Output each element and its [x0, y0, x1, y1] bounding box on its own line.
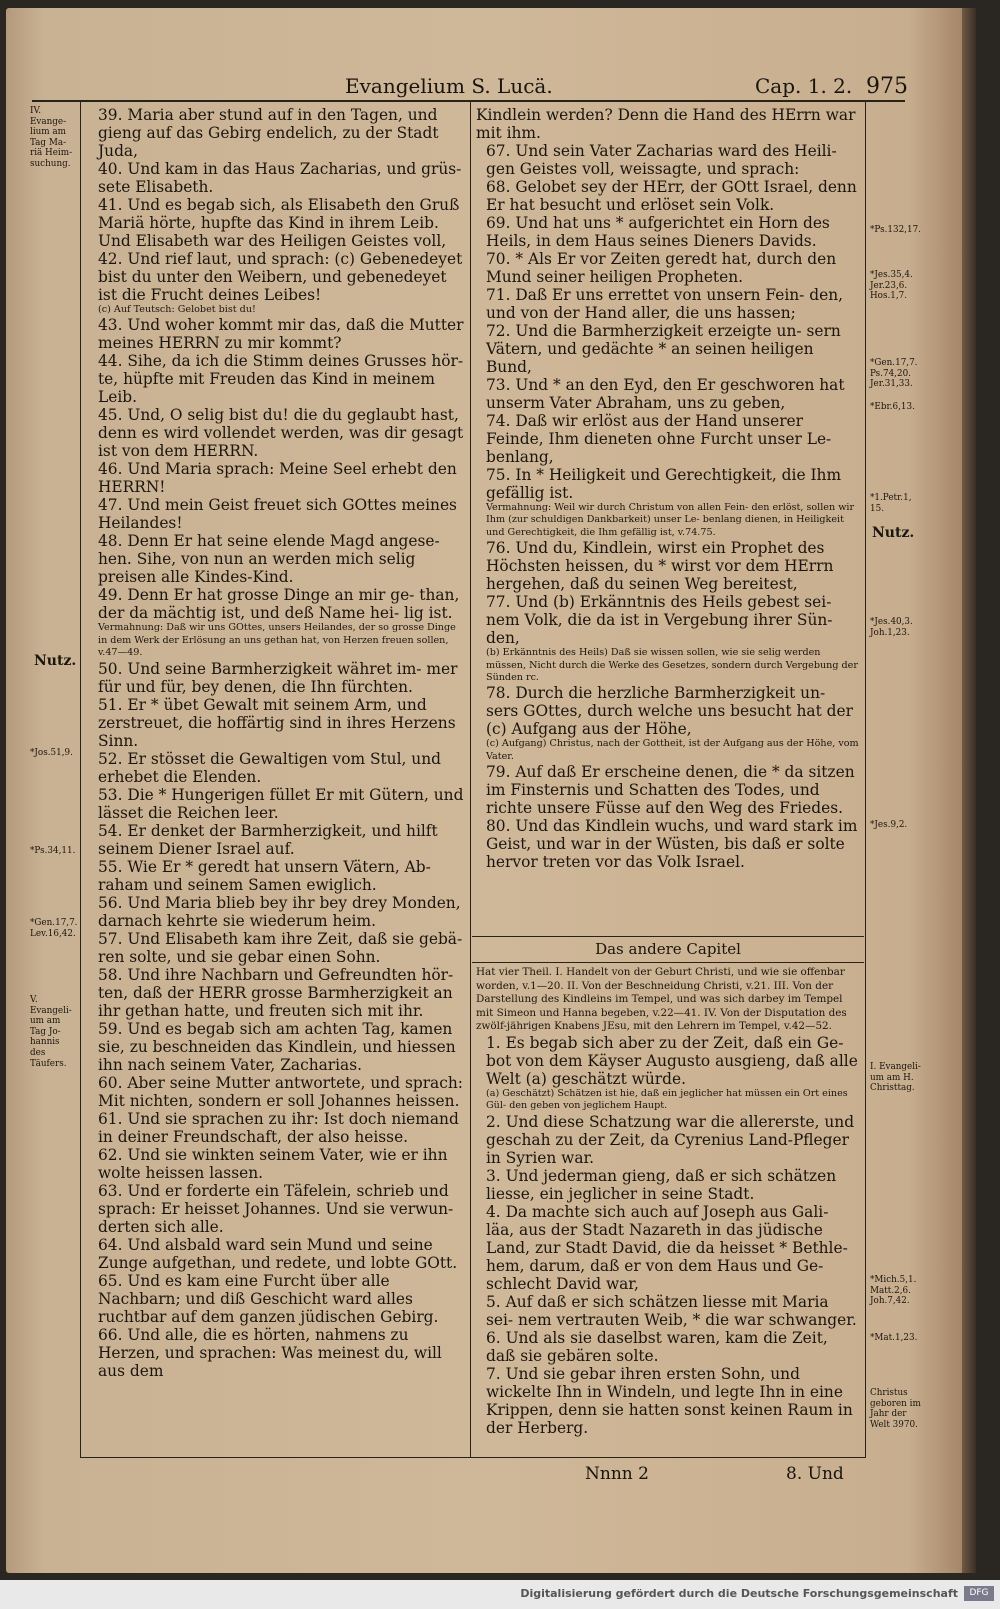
header-rule: [32, 100, 905, 102]
verse: 7. Und sie gebar ihren ersten Sohn, und wickelte Ihn in Windeln, und legte Ihn in eine Krippen, denn sie hatten sonst keinen Raum in der Herberg.: [486, 1364, 853, 1437]
verse: 4. Da machte sich auch auf Joseph aus Gali- läa, aus der Stadt Nazareth in das jüdische Land, zur Stadt David, die da heisset * Bethle- hem, darum, daß er von dem Haus und Ge- schlecht David war,: [486, 1202, 848, 1293]
verse: 5. Auf daß er sich schätzen liesse mit Maria sei- nem vertrauten Weib, * die war schwanger.: [486, 1292, 857, 1329]
footnote: (c) Auf Teutsch: Gelobet bist du!: [98, 304, 256, 315]
verse: 80. Und das Kindlein wuchs, und ward stark im Geist, und war in der Wüsten, bis daß er solte hervor treten vor das Volk Israel.: [486, 817, 858, 872]
verse: 62. Und sie winkten seinem Vater, wie er ihn wolte heissen lassen.: [98, 1145, 448, 1182]
margin-note: *Jes.9,2.: [870, 820, 908, 830]
verse: 59. Und es begab sich am achten Tag, kamen sie, zu beschneiden das Kindlein, und hiessen ihn nach seinem Vater, Zacharias.: [98, 1019, 456, 1074]
margin-note: *Ebr.6,13.: [870, 402, 915, 412]
footnote: (a) Geschätzt) Schätzen ist hie, daß ein jeglicher hat müssen ein Ort eines Gül- den geben von jeglichem Haupt.: [486, 1087, 848, 1112]
margin-note: Nutz.: [872, 525, 915, 541]
verse: 2. Und diese Schatzung war die allererste, und geschah zu der Zeit, da Cyrenius Land-Pfleger in Syrien war.: [486, 1112, 855, 1167]
verse: 42. Und rief laut, und sprach: (c) Gebenedeyet bist du unter den Weibern, und gebenedeyet ist die Frucht deines Leibes!: [98, 250, 463, 304]
verse: 72. Und die Barmherzigkeit erzeigte un- sern Vätern, und gedächte * an seinen heiligen Bund,: [486, 322, 841, 376]
verse: 3. Und jederman gieng, daß er sich schätzen liesse, ein jeglicher in seine Stadt.: [486, 1166, 837, 1203]
margin-note: *Ps.132,17.: [870, 225, 921, 235]
margin-note: V. Evangeli- um am Tag Jo- hannis des Täufers.: [30, 995, 72, 1069]
verse: 75. In * Heiligkeit und Gerechtigkeit, die Ihm gefällig ist.: [486, 466, 842, 502]
verse: 61. Und sie sprachen zu ihr: Ist doch niemand in deiner Freundschaft, der also heisse.: [98, 1109, 459, 1146]
column-divider: [470, 101, 471, 1457]
dfg-logo-icon: DFG: [964, 1586, 994, 1601]
margin-note: *1.Petr.1, 15.: [870, 493, 912, 514]
digitization-bar: [0, 1580, 1000, 1609]
verse: 55. Wie Er * geredt hat unsern Vätern, Ab- raham und seinem Samen ewiglich.: [98, 857, 431, 894]
verse: 77. Und (b) Erkänntnis des Heils gebest sei- nem Volk, die da ist in Vergebung ihrer Sün- den,: [486, 593, 833, 648]
margin-note: Christus geboren im Jahr der Welt 3970.: [870, 1388, 921, 1430]
exhortation: Vermahnung: Weil wir durch Christum von allen Fein- den erlöst, sollen wir Ihm (zur schuldigen Dankbarkeit) unser Le- benlang dienen, in Heiligkeit und Gerechtigkeit, die Ihm gefällig ist, v.74.75.: [486, 502, 855, 538]
signature-mark: Nnnn 2: [585, 1464, 649, 1484]
verse: 6. Und als sie daselbst waren, kam die Zeit, daß sie gebären solte.: [486, 1328, 828, 1365]
margin-note: *Gen.17,7. Ps.74,20. Jer.31,33.: [870, 358, 918, 390]
verse: 71. Daß Er uns errettet von unsern Fein- den, und von der Hand aller, die uns hassen;: [486, 286, 844, 322]
margin-note: *Gen.17,7. Lev.16,42.: [30, 918, 78, 939]
chapter-two-text: [476, 966, 860, 1437]
verse: 1. Es begab sich aber zu der Zeit, daß ein Ge- bot von dem Käyser Augusto ausgieng, daß alle Welt (a) geschätzt würde.: [486, 1033, 858, 1088]
chapter-rule: [472, 962, 864, 963]
catchword: 8. Und: [786, 1464, 844, 1484]
verse: Kindlein werden? Denn die Hand des HErrn war mit ihm.: [476, 106, 856, 142]
verse: 69. Und hat uns * aufgerichtet ein Horn des Heils, in dem Haus seines Dieners Davids.: [486, 214, 830, 250]
exhortation: Vermahnung: Daß wir uns GOttes, unsers Heilandes, der so grosse Dinge in dem Werk der Erlösung an uns gethan hat, von Herzen freuen sollen, v.47—49.: [98, 622, 456, 659]
verse: 68. Gelobet sey der HErr, der GOtt Israel, denn Er hat besucht und erlöset sein Volk.: [486, 178, 857, 214]
margin-note: *Jos.51,9.: [30, 748, 73, 758]
verse: 74. Daß wir erlöst aus der Hand unserer Feinde, Ihm dieneten ohne Furcht unser Le- benlang,: [486, 412, 832, 466]
verse: 58. Und ihre Nachbarn und Gefreundten hör- ten, daß der HERR grosse Barmherzigkeit an ihr gethan hatte, und freuten sich mit ihr.: [98, 965, 454, 1020]
chapter-summary: Hat vier Theil. I. Handelt von der Geburt Christi, und wie sie offenbar worden, v.1—20. II. Von der Beschneidung Christi, v.21. III. Von der Darstellung des Kindleins im Tempel, und was sich darbey im Tempel mit Simeon und Hanna begeben, v.22—41. IV. Von der Disputation des zwölf-jährigen Knabens JEsu, mit den Lehrern im Tempel, v.42—52.: [476, 966, 847, 1033]
chapter-reference: Cap. 1. 2.: [755, 74, 853, 98]
verse: 73. Und * an den Eyd, den Er geschworen hat unserm Vater Abraham, uns zu geben,: [486, 376, 845, 412]
verse: 78. Durch die herzliche Barmherzigkeit un- sers GOttes, durch welche uns besucht hat der (c) Aufgang aus der Höhe,: [486, 684, 853, 739]
verse: 60. Aber seine Mutter antwortete, und sprach: Mit nichten, sondern er soll Johannes heissen.: [98, 1073, 463, 1110]
verse: 56. Und Maria blieb bey ihr bey drey Monden, darnach kehrte sie wiederum heim.: [98, 893, 461, 930]
chapter-heading: Das andere Capitel: [595, 940, 741, 958]
margin-note: *Jes.40,3. Joh.1,23.: [870, 617, 913, 638]
verse: 47. Und mein Geist freuet sich GOttes meines Heilandes!: [98, 496, 457, 533]
verse: 46. Und Maria sprach: Meine Seel erhebt den HERRN!: [98, 460, 457, 497]
verse: 45. Und, O selig bist du! die du geglaubt hast, denn es wird vollendet werden, was dir gesagt ist von dem HERRN.: [98, 406, 464, 461]
verse: 79. Auf daß Er erscheine denen, die * da sitzen im Finsternis und Schatten des Todes, und richte unsere Füsse auf den Weg des Friedes.: [486, 763, 855, 818]
footnote: (c) Aufgang) Christus, nach der Gottheit, ist der Aufgang aus der Höhe, vom Vater.: [486, 738, 859, 762]
margin-note: *Mat.1,23.: [870, 1333, 918, 1343]
verse: 57. Und Elisabeth kam ihre Zeit, daß sie gebä- ren solte, und sie gebar einen Sohn.: [98, 929, 463, 966]
verse: 43. Und woher kommt mir das, daß die Mutter meines HERRN zu mir kommt?: [98, 316, 464, 353]
digitization-credit: Digitalisierung gefördert durch die Deutsche Forschungsgemeinschaft: [520, 1587, 958, 1600]
verse: 49. Denn Er hat grosse Dinge an mir ge- than, der da mächtig ist, und deß Name hei- lig ist.: [98, 586, 460, 623]
margin-note: *Jes.35,4. Jer.23,6. Hos.1,7.: [870, 270, 913, 302]
text-column-left: [88, 106, 464, 1380]
margin-note: IV. Evange- lium am Tag Ma- riä Heim- suchung.: [30, 106, 73, 169]
verse: 64. Und alsbald ward sein Mund und seine Zunge aufgethan, und redete, und lobte GOtt.: [98, 1235, 458, 1272]
verse: 41. Und es begab sich, als Elisabeth den Gruß Mariä hörte, hupfte das Kind in ihrem Leib. Und Elisabeth war des Heiligen Geistes voll,: [98, 196, 460, 250]
running-title: Evangelium S. Lucä.: [345, 74, 553, 98]
margin-note: *Mich.5,1. Matt.2,6. Joh.7,42.: [870, 1275, 917, 1307]
left-margin-rule: [80, 101, 81, 1457]
margin-note: I. Evangeli- um am H. Christtag.: [870, 1062, 921, 1094]
chapter-rule: [472, 936, 864, 937]
bottom-rule: [80, 1457, 866, 1458]
margin-note: *Ps.34,11.: [30, 846, 76, 856]
page-number: 975: [866, 74, 908, 99]
verse: 51. Er * übet Gewalt mit seinem Arm, und zerstreuet, die hoffärtig sind in ihres Herzens Sinn.: [98, 695, 456, 750]
verse: 65. Und es kam eine Furcht über alle Nachbarn; und diß Geschicht ward alles ruchtbar auf dem ganzen jüdischen Gebirg.: [98, 1271, 439, 1326]
verse: 50. Und seine Barmherzigkeit währet im- mer für und für, bey denen, die Ihn fürchten.: [98, 659, 458, 696]
verse: 53. Die * Hungerigen füllet Er mit Gütern, und lässet die Reichen leer.: [98, 785, 464, 822]
verse: 54. Er denket der Barmherzigkeit, und hilft seinem Diener Israel auf.: [98, 821, 438, 858]
footnote: (b) Erkänntnis des Heils) Daß sie wissen sollen, wie sie selig werden müssen, Nicht durch die Werke des Gesetzes, sondern durch Vergebung der Sünden rc.: [486, 647, 858, 684]
verse: 63. Und er forderte ein Täfelein, schrieb und sprach: Er heisset Johannes. Und sie verwun- derten sich alle.: [98, 1181, 454, 1236]
verse: 52. Er stösset die Gewaltigen vom Stul, und erhebet die Elenden.: [98, 749, 441, 786]
verse: 76. Und du, Kindlein, wirst ein Prophet des Höchsten heissen, du * wirst vor dem HErrn hergehen, daß du seinen Weg bereitest,: [486, 539, 834, 594]
verse: 48. Denn Er hat seine elende Magd angese- hen. Sihe, von nun an werden mich selig preisen alle Kindes-Kind.: [98, 532, 440, 587]
verse: 66. Und alle, die es hörten, nahmens zu Herzen, und sprachen: Was meinest du, will aus dem: [98, 1325, 442, 1380]
verse: 70. * Als Er vor Zeiten geredt hat, durch den Mund seiner heiligen Propheten.: [486, 250, 837, 286]
right-margin-rule: [865, 101, 866, 1457]
text-column-right: [476, 106, 860, 871]
verse: 44. Sihe, da ich die Stimm deines Grusses hör- te, hüpfte mit Freuden das Kind in meinem Leib.: [98, 352, 464, 407]
margin-note: Nutz.: [34, 653, 77, 669]
verse: 40. Und kam in das Haus Zacharias, und grüs- sete Elisabeth.: [98, 160, 462, 196]
verse: 67. Und sein Vater Zacharias ward des Heili- gen Geistes voll, weissagte, und sprach:: [486, 142, 837, 178]
verse: 39. Maria aber stund auf in den Tagen, und gieng auf das Gebirg endelich, zu der Stadt Juda,: [98, 106, 439, 160]
